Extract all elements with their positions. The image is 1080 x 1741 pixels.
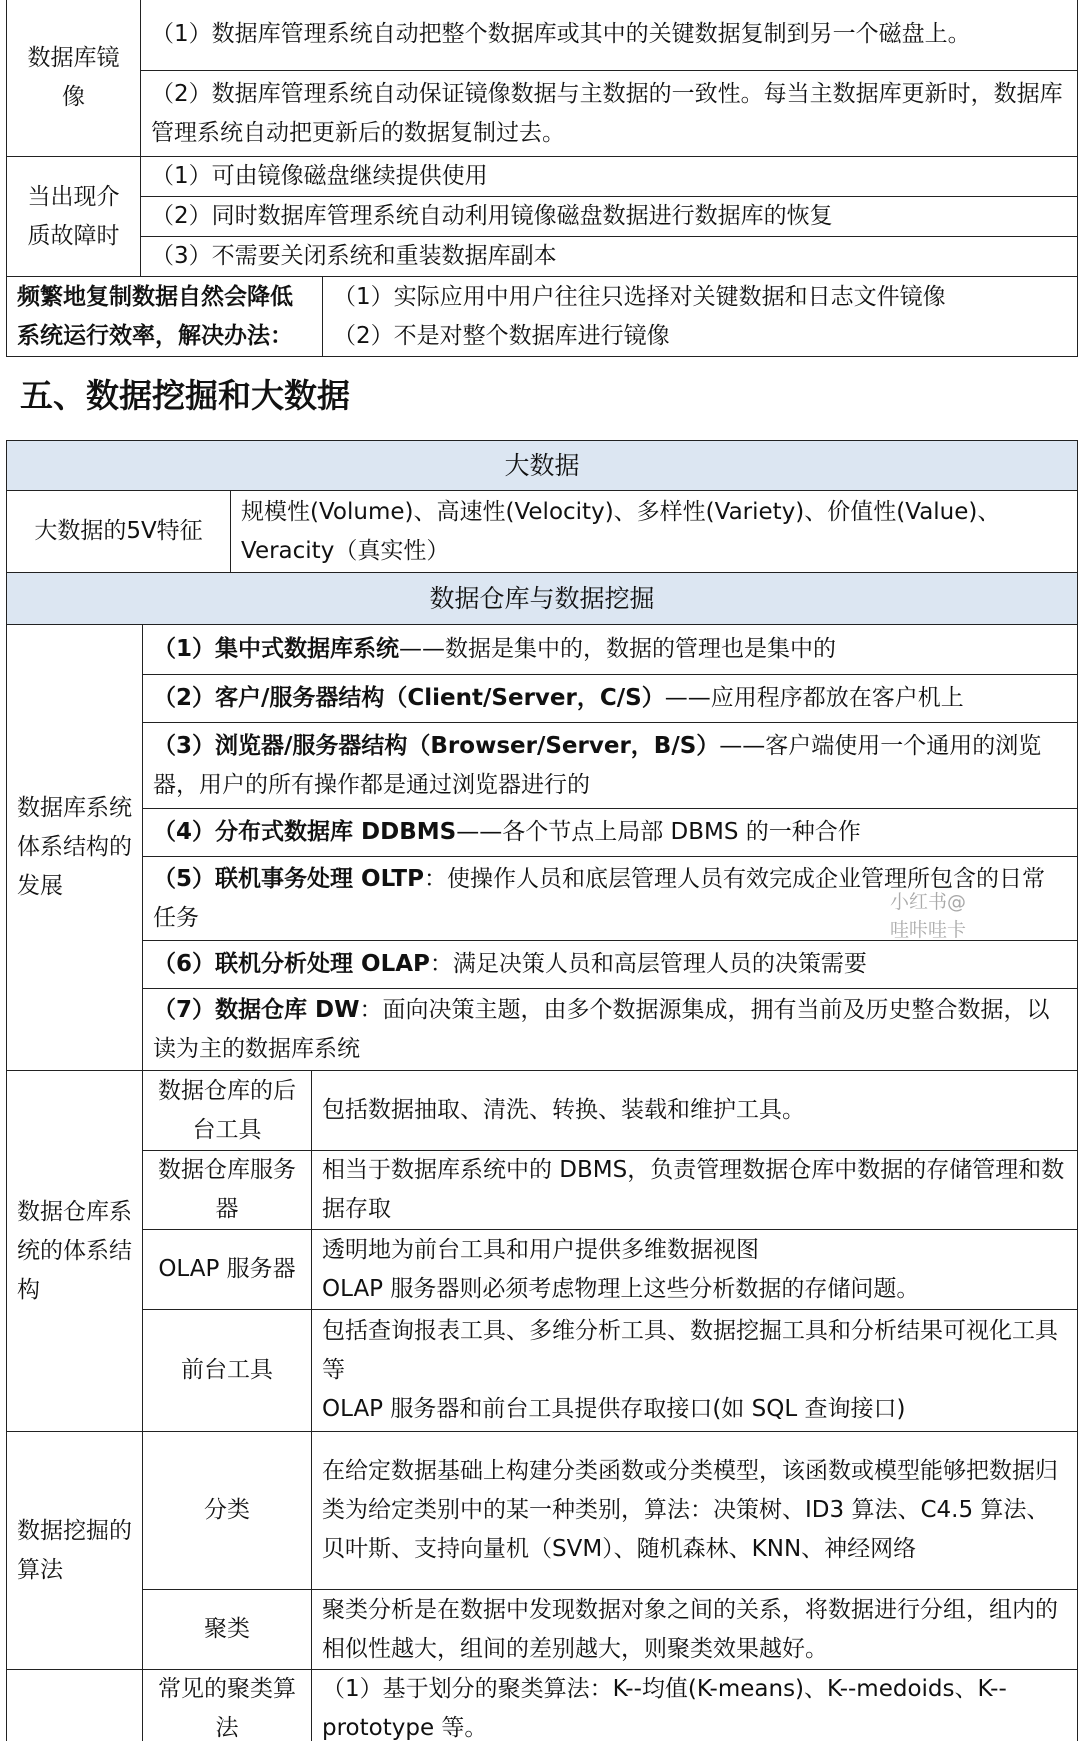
dw-table — [6, 572, 1078, 1741]
arch-item-title: （6）联机分析处理 OLAP — [153, 951, 430, 977]
mining-row-name: 分类 — [143, 1432, 312, 1590]
freq-item-1: （1）实际应用中用户往往只选择对关键数据和日志文件镜像 — [333, 283, 946, 310]
arch-item-text: ——应用程序都放在客户机上 — [664, 685, 964, 711]
failure-item-1: （1）可由镜像磁盘继续提供使用 — [141, 157, 1078, 197]
mining-row-desc: 聚类分析是在数据中发现数据对象之间的关系，将数据进行分组，组内的相似性越大，组间的差别越大，则聚类效果越好。 — [312, 1590, 1078, 1670]
system-row-desc — [312, 1310, 1078, 1432]
failure-item-3: （3）不需要关闭系统和重装数据库副本 — [141, 237, 1078, 277]
watermark-line-1: 小红书@ — [890, 891, 967, 913]
system-row-desc-line: 透明地为前台工具和用户提供多维数据视图 — [322, 1236, 759, 1263]
system-row-desc-line: OLAP 服务器则必须考虑物理上这些分析数据的存储问题。 — [322, 1275, 920, 1302]
system-label: 数据仓库系统的体系结构 — [7, 1071, 143, 1432]
failure-label: 当出现介质故障时 — [7, 157, 141, 277]
arch-item-title: （4）分布式数据库 DDBMS — [153, 819, 457, 845]
bigdata-header: 大数据 — [7, 441, 1078, 491]
section-title: 五、数据挖掘和大数据 — [20, 376, 350, 415]
failure-item-2: （2）同时数据库管理系统自动利用镜像磁盘数据进行数据库的恢复 — [141, 197, 1078, 237]
arch-item-title: （1）集中式数据库系统 — [153, 636, 400, 662]
dw-header: 数据仓库与数据挖掘 — [7, 573, 1078, 625]
arch-item-title: （3）浏览器/服务器结构（Browser/Server，B/S） — [153, 732, 720, 759]
arch-item-title: （2）客户/服务器结构（Client/Server，C/S） — [153, 685, 665, 711]
arch-item — [143, 941, 1078, 989]
bigdata-table — [6, 440, 1078, 573]
freq-label: 频繁地复制数据自然会降低系统运行效率，解决办法： — [7, 277, 323, 357]
freq-items — [323, 277, 1078, 357]
fivev-text: 规模性(Volume)、高速性(Velocity)、多样性(Variety)、价值性(Value)、Veracity（真实性） — [231, 491, 1078, 573]
system-row-name: 数据仓库服务器 — [143, 1151, 312, 1230]
mirror-table — [6, 0, 1078, 357]
cluster-name: 常见的聚类算法 — [143, 1670, 312, 1741]
mirror-item-1: （1）数据库管理系统自动把整个数据库或其中的关键数据复制到另一个磁盘上。 — [141, 0, 1078, 71]
arch-item-title: （5）联机事务处理 OLTP — [153, 865, 424, 892]
mining-label: 数据挖掘的算法 — [7, 1432, 143, 1670]
arch-item-text: ——各个节点上局部 DBMS 的一种合作 — [456, 819, 861, 845]
mirror-item-2: （2）数据库管理系统自动保证镜像数据与主数据的一致性。每当主数据库更新时，数据库管理系统自动把更新后的数据复制过去。 — [141, 71, 1078, 157]
system-row-name: 前台工具 — [143, 1310, 312, 1432]
fivev-label: 大数据的5V特征 — [7, 491, 231, 573]
system-row-desc: 相当于数据库系统中的 DBMS，负责管理数据仓库中数据的存储管理和数据存取 — [312, 1151, 1078, 1230]
arch-item — [143, 625, 1078, 675]
arch-label: 数据库系统体系结构的发展 — [7, 625, 143, 1071]
arch-item — [143, 723, 1078, 809]
arch-item-text: ：面向决策主题，由多个数据源集成，拥有当前及历史整合数据，以读为主的数据库系统 — [153, 996, 1050, 1062]
cluster-desc: （1）基于划分的聚类算法：K--均值(K-means)、K--medoids、K--prototype 等。 — [312, 1670, 1078, 1741]
mining-row-desc: 在给定数据基础上构建分类函数或分类模型，该函数或模型能够把数据归类为给定类别中的某一种类别，算法：决策树、ID3 算法、C4.5 算法、贝叶斯、支持向量机（SVM）、随机森林、KNN、神经网络 — [312, 1432, 1078, 1590]
arch-item — [143, 675, 1078, 723]
watermark — [890, 888, 966, 944]
system-row-desc: 包括数据抽取、清洗、转换、装载和维护工具。 — [312, 1071, 1078, 1151]
freq-item-2: （2）不是对整个数据库进行镜像 — [333, 322, 670, 349]
arch-item-text: ——数据是集中的，数据的管理也是集中的 — [399, 636, 837, 662]
system-row-name: OLAP 服务器 — [143, 1230, 312, 1310]
system-row-desc-line: 包括查询报表工具、多维分析工具、数据挖掘工具和分析结果可视化工具等 — [322, 1318, 1058, 1383]
mirror-label: 数据库镜像 — [7, 0, 141, 157]
arch-item — [143, 809, 1078, 857]
arch-item-text: ：使操作人员和底层管理人员有效完成企业管理所包含的日常任务 — [153, 865, 1045, 931]
system-row-desc — [312, 1230, 1078, 1310]
arch-item-text: ：满足决策人员和高层管理人员的决策需要 — [429, 951, 867, 977]
system-row-desc-line: OLAP 服务器和前台工具提供存取接口(如 SQL 查询接口) — [322, 1396, 906, 1422]
cluster-label-blank — [7, 1670, 143, 1741]
mining-row-name: 聚类 — [143, 1590, 312, 1670]
arch-item-text: ——客户端使用一个通用的浏览器，用户的所有操作都是通过浏览器进行的 — [153, 732, 1042, 798]
watermark-line-2: 哇咔哇卡 — [890, 919, 967, 941]
arch-item-title: （7）数据仓库 DW — [153, 996, 360, 1023]
arch-item — [143, 989, 1078, 1071]
system-row-name: 数据仓库的后台工具 — [143, 1071, 312, 1151]
